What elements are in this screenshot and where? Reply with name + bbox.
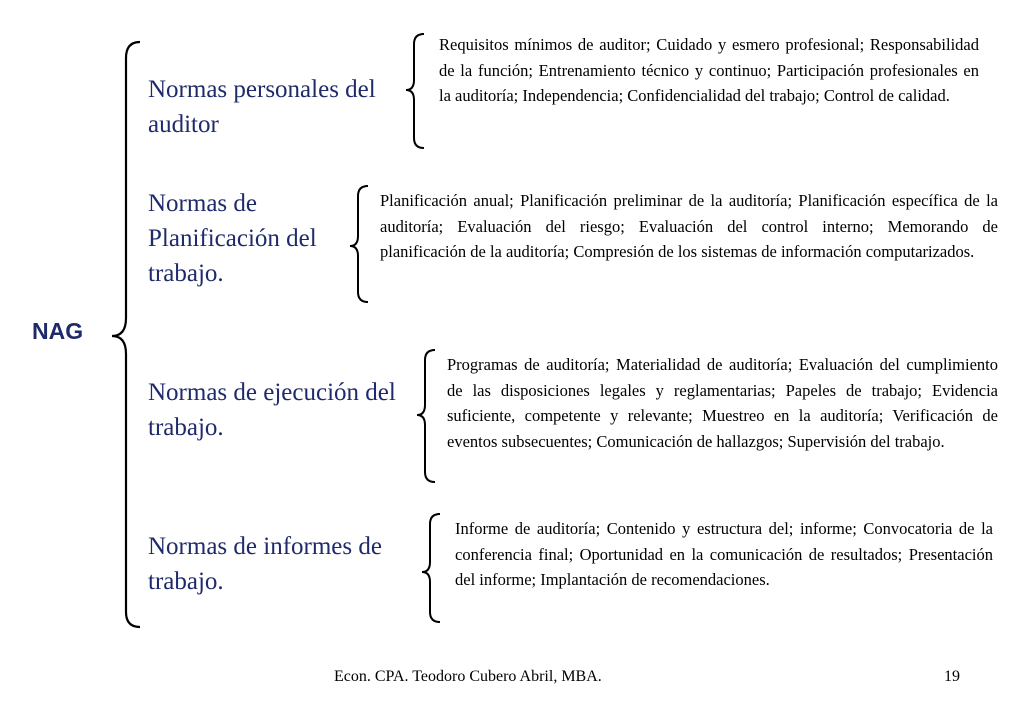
- category-title-ejecucion: Normas de ejecución del trabajo.: [148, 379, 396, 441]
- category-title-planificacion: Normas de Planificación del trabajo.: [148, 190, 317, 287]
- detail-text-personales: Requisitos mínimos de auditor; Cuidado y esmero profesional; Responsabilidad de la función; Entrenamiento técnico y continuo; Participación profesionales en la auditoría; Independencia; Confidencialidad del trabajo; Control de calidad.: [439, 35, 979, 105]
- category-title-personales: Normas personales del auditor: [148, 76, 376, 138]
- nag-brace: [112, 42, 140, 627]
- brace-personales: [406, 34, 424, 148]
- root-label-nag: NAG: [32, 318, 84, 344]
- brace-planificacion: [350, 186, 368, 302]
- category-title-informes: Normas de informes de trabajo.: [148, 533, 382, 595]
- footer-author: Econ. CPA. Teodoro Cubero Abril, MBA.: [334, 668, 602, 685]
- detail-text-planificacion: Planificación anual; Planificación preliminar de la auditoría; Planificación específica de la auditoría; Evaluación del riesgo; Evaluación del control interno; Memorando de planificación de la auditoría; Compresión de los sistemas de información computarizados.: [380, 191, 998, 261]
- brace-ejecucion: [417, 350, 435, 482]
- page-number: 19: [944, 668, 960, 685]
- brace-informes: [422, 514, 440, 622]
- detail-text-informes: Informe de auditoría; Contenido y estructura del; informe; Convocatoria de la conferencia final; Oportunidad en la comunicación de resultados; Presentación del informe; Implantación de recomendaciones.: [455, 519, 993, 589]
- detail-text-ejecucion: Programas de auditoría; Materialidad de auditoría; Evaluación del cumplimiento de las disposiciones legales y reglamentarias; Papeles de trabajo; Evidencia suficiente, competente y relevante; Muestreo en la auditoría; Verificación de eventos subsecuentes; Comunicación de hallazgos; Supervisión del trabajo.: [447, 355, 998, 451]
